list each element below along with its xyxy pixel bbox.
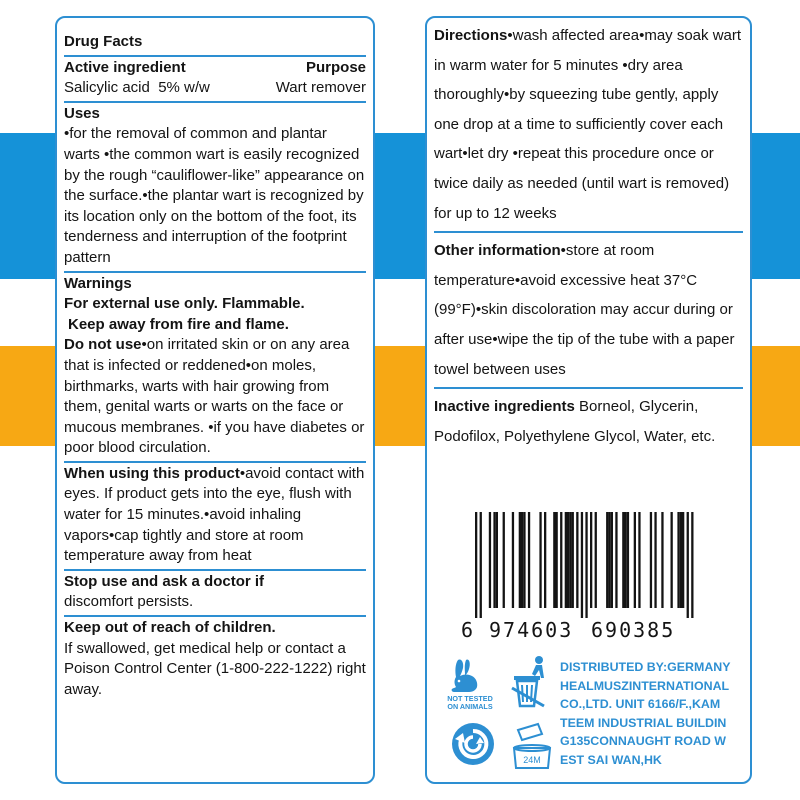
external-use-warning: For external use only. Flammable.	[64, 295, 305, 313]
barcode-bar	[539, 512, 541, 608]
barcode-bar	[638, 512, 640, 608]
uses-text: •for the removal of common and plantar warts •the common wart is easily recognized by the rough “cauliflower-like” appearance on the surface.•the plantar wart is recognized by its location only on the bottom of the foot, its tenderness and interruption of the footprint pattern	[64, 125, 365, 266]
barcode-bar	[671, 512, 673, 608]
barcode-bar	[585, 512, 587, 618]
barcode-bar	[650, 512, 652, 608]
keep-out-label: Keep out of reach of children.	[64, 619, 276, 637]
barcode-bar	[608, 512, 610, 608]
jar-label: 24M	[523, 755, 541, 765]
inactive-ingredients-label: Inactive ingredients	[434, 398, 575, 416]
purpose-value: Wart remover	[275, 79, 366, 97]
not-tested-on-animals-icon	[440, 656, 500, 712]
stop-use-section	[64, 571, 366, 617]
barcode-bar	[480, 512, 482, 618]
barcode-bar	[595, 512, 597, 608]
barcode-bar	[606, 512, 608, 608]
barcode-bar	[565, 512, 567, 608]
directions-section	[434, 18, 743, 233]
barcode-bar	[691, 512, 693, 618]
barcode-digits	[461, 618, 697, 642]
barcode-bar	[475, 512, 477, 618]
barcode-bar	[590, 512, 592, 608]
barcode-bar	[503, 512, 505, 608]
warnings-heading: Warnings	[64, 274, 132, 292]
stop-use-text: discomfort persists.	[64, 593, 194, 611]
barcode-bar	[512, 512, 514, 608]
active-ingredient-section	[64, 57, 366, 103]
keep-out-text: If swallowed, get medical help or contact a Poison Control Center (1-800-222-1222) right away.	[64, 639, 366, 698]
other-information-label: Other information	[434, 242, 561, 260]
barcode-bar	[556, 512, 558, 608]
barcode-bar	[519, 512, 521, 608]
barcode-bar	[687, 512, 689, 618]
barcode-bar	[493, 512, 495, 608]
active-ingredient-row	[64, 78, 366, 99]
barcode-bar	[634, 512, 636, 608]
when-using-label: When using this product	[64, 464, 240, 482]
drug-facts-title: Drug Facts	[64, 33, 143, 50]
barcode-bar	[560, 512, 562, 608]
barcode-bar	[496, 512, 498, 608]
do-not-use-text: •on irritated skin or on any area that is infected or reddened•on moles, birthmarks, warts with hair growing from them, genital warts or warts on the face or mucous membranes. •if you have diabetes or poor blood circulation.	[64, 336, 365, 457]
open-jar-shelf-life-icon	[508, 722, 556, 772]
barcode-bar	[523, 512, 525, 608]
fire-warning: Keep away from fire and flame.	[68, 315, 289, 333]
recycle-icon	[451, 722, 495, 766]
uses-section	[64, 103, 366, 273]
directions-label: Directions	[434, 27, 508, 44]
barcode-digit-group-1: 974603	[489, 618, 574, 642]
active-ingredient-header-row	[64, 58, 366, 79]
directions-text: •wash affected area•may soak wart in warm water for 5 minutes •dry area thoroughly•by squeezing tube gently, apply one drop at a time to sufficiently cover each wart•let dry •repeat this procedure once or twice daily as needed (until wart is removed) for up to 12 weeks	[434, 27, 742, 222]
other-information-text: •store at room temperature•avoid excessive heat 37°C (99°F)•skin discoloration may accur during or after use•wipe the tip of the tube with a paper towel between uses	[434, 242, 735, 378]
barcode-bar	[572, 512, 574, 608]
barcode-bar	[528, 512, 530, 608]
barcode-bar	[661, 512, 663, 608]
drug-facts-panel	[55, 16, 375, 784]
distributor-info: DISTRIBUTED BY:GERMANY HEALMUSZINTERNATIONAL CO.,LTD. UNIT 6166/F.,KAM TEEM INDUSTRIAL BUILDIN G135CONNAUGHT ROAD W EST SAI WAN,HK	[560, 660, 731, 767]
title-section	[64, 18, 366, 57]
barcode-bar	[489, 512, 491, 608]
other-information-section	[434, 233, 743, 389]
barcode	[461, 512, 697, 642]
barcode-bar	[581, 512, 583, 618]
barcode-bar	[567, 512, 569, 608]
not-tested-line-1: NOT TESTED	[447, 694, 493, 703]
barcode-bar	[553, 512, 555, 608]
not-tested-line-2: ON ANIMALS	[447, 702, 493, 711]
barcode-bar	[682, 512, 684, 608]
barcode-bar	[627, 512, 629, 608]
barcode-bar	[625, 512, 627, 608]
barcode-bar	[622, 512, 624, 608]
barcode-bar	[615, 512, 617, 608]
warnings-section	[64, 273, 366, 463]
uses-heading: Uses	[64, 104, 100, 122]
stop-use-label: Stop use and ask a doctor if	[64, 572, 265, 590]
when-using-text: •avoid contact with eyes. If product gets into the eye, flush with water for 15 minutes.•avoid inhaling vapors•cap tightly and store at room temperature away from heat	[64, 464, 365, 565]
inactive-ingredients-section	[434, 389, 743, 454]
trash-bin-icon	[508, 654, 552, 710]
barcode-bar	[544, 512, 546, 608]
when-using-section	[64, 463, 366, 571]
barcode-digit-group-2: 690385	[591, 618, 676, 642]
barcode-bars	[461, 512, 697, 620]
barcode-bar	[569, 512, 571, 608]
ingredient-value: Salicylic acid 5% w/w	[64, 79, 210, 97]
do-not-use-paragraph	[64, 335, 366, 459]
barcode-bar	[611, 512, 613, 608]
barcode-bar	[677, 512, 679, 608]
barcode-bar	[521, 512, 523, 608]
do-not-use-label: Do not use	[64, 336, 142, 354]
purpose-heading: Purpose	[305, 58, 366, 76]
keep-out-section	[64, 617, 366, 702]
active-ingredient-heading: Active ingredient	[64, 58, 186, 76]
barcode-bar	[576, 512, 578, 608]
inactive-ingredients-text: Borneol, Glycerin, Podofilox, Polyethylene Glycol, Water, etc.	[434, 398, 716, 445]
barcode-bar	[654, 512, 656, 608]
barcode-first-digit: 6	[461, 618, 476, 642]
barcode-bar	[680, 512, 682, 608]
